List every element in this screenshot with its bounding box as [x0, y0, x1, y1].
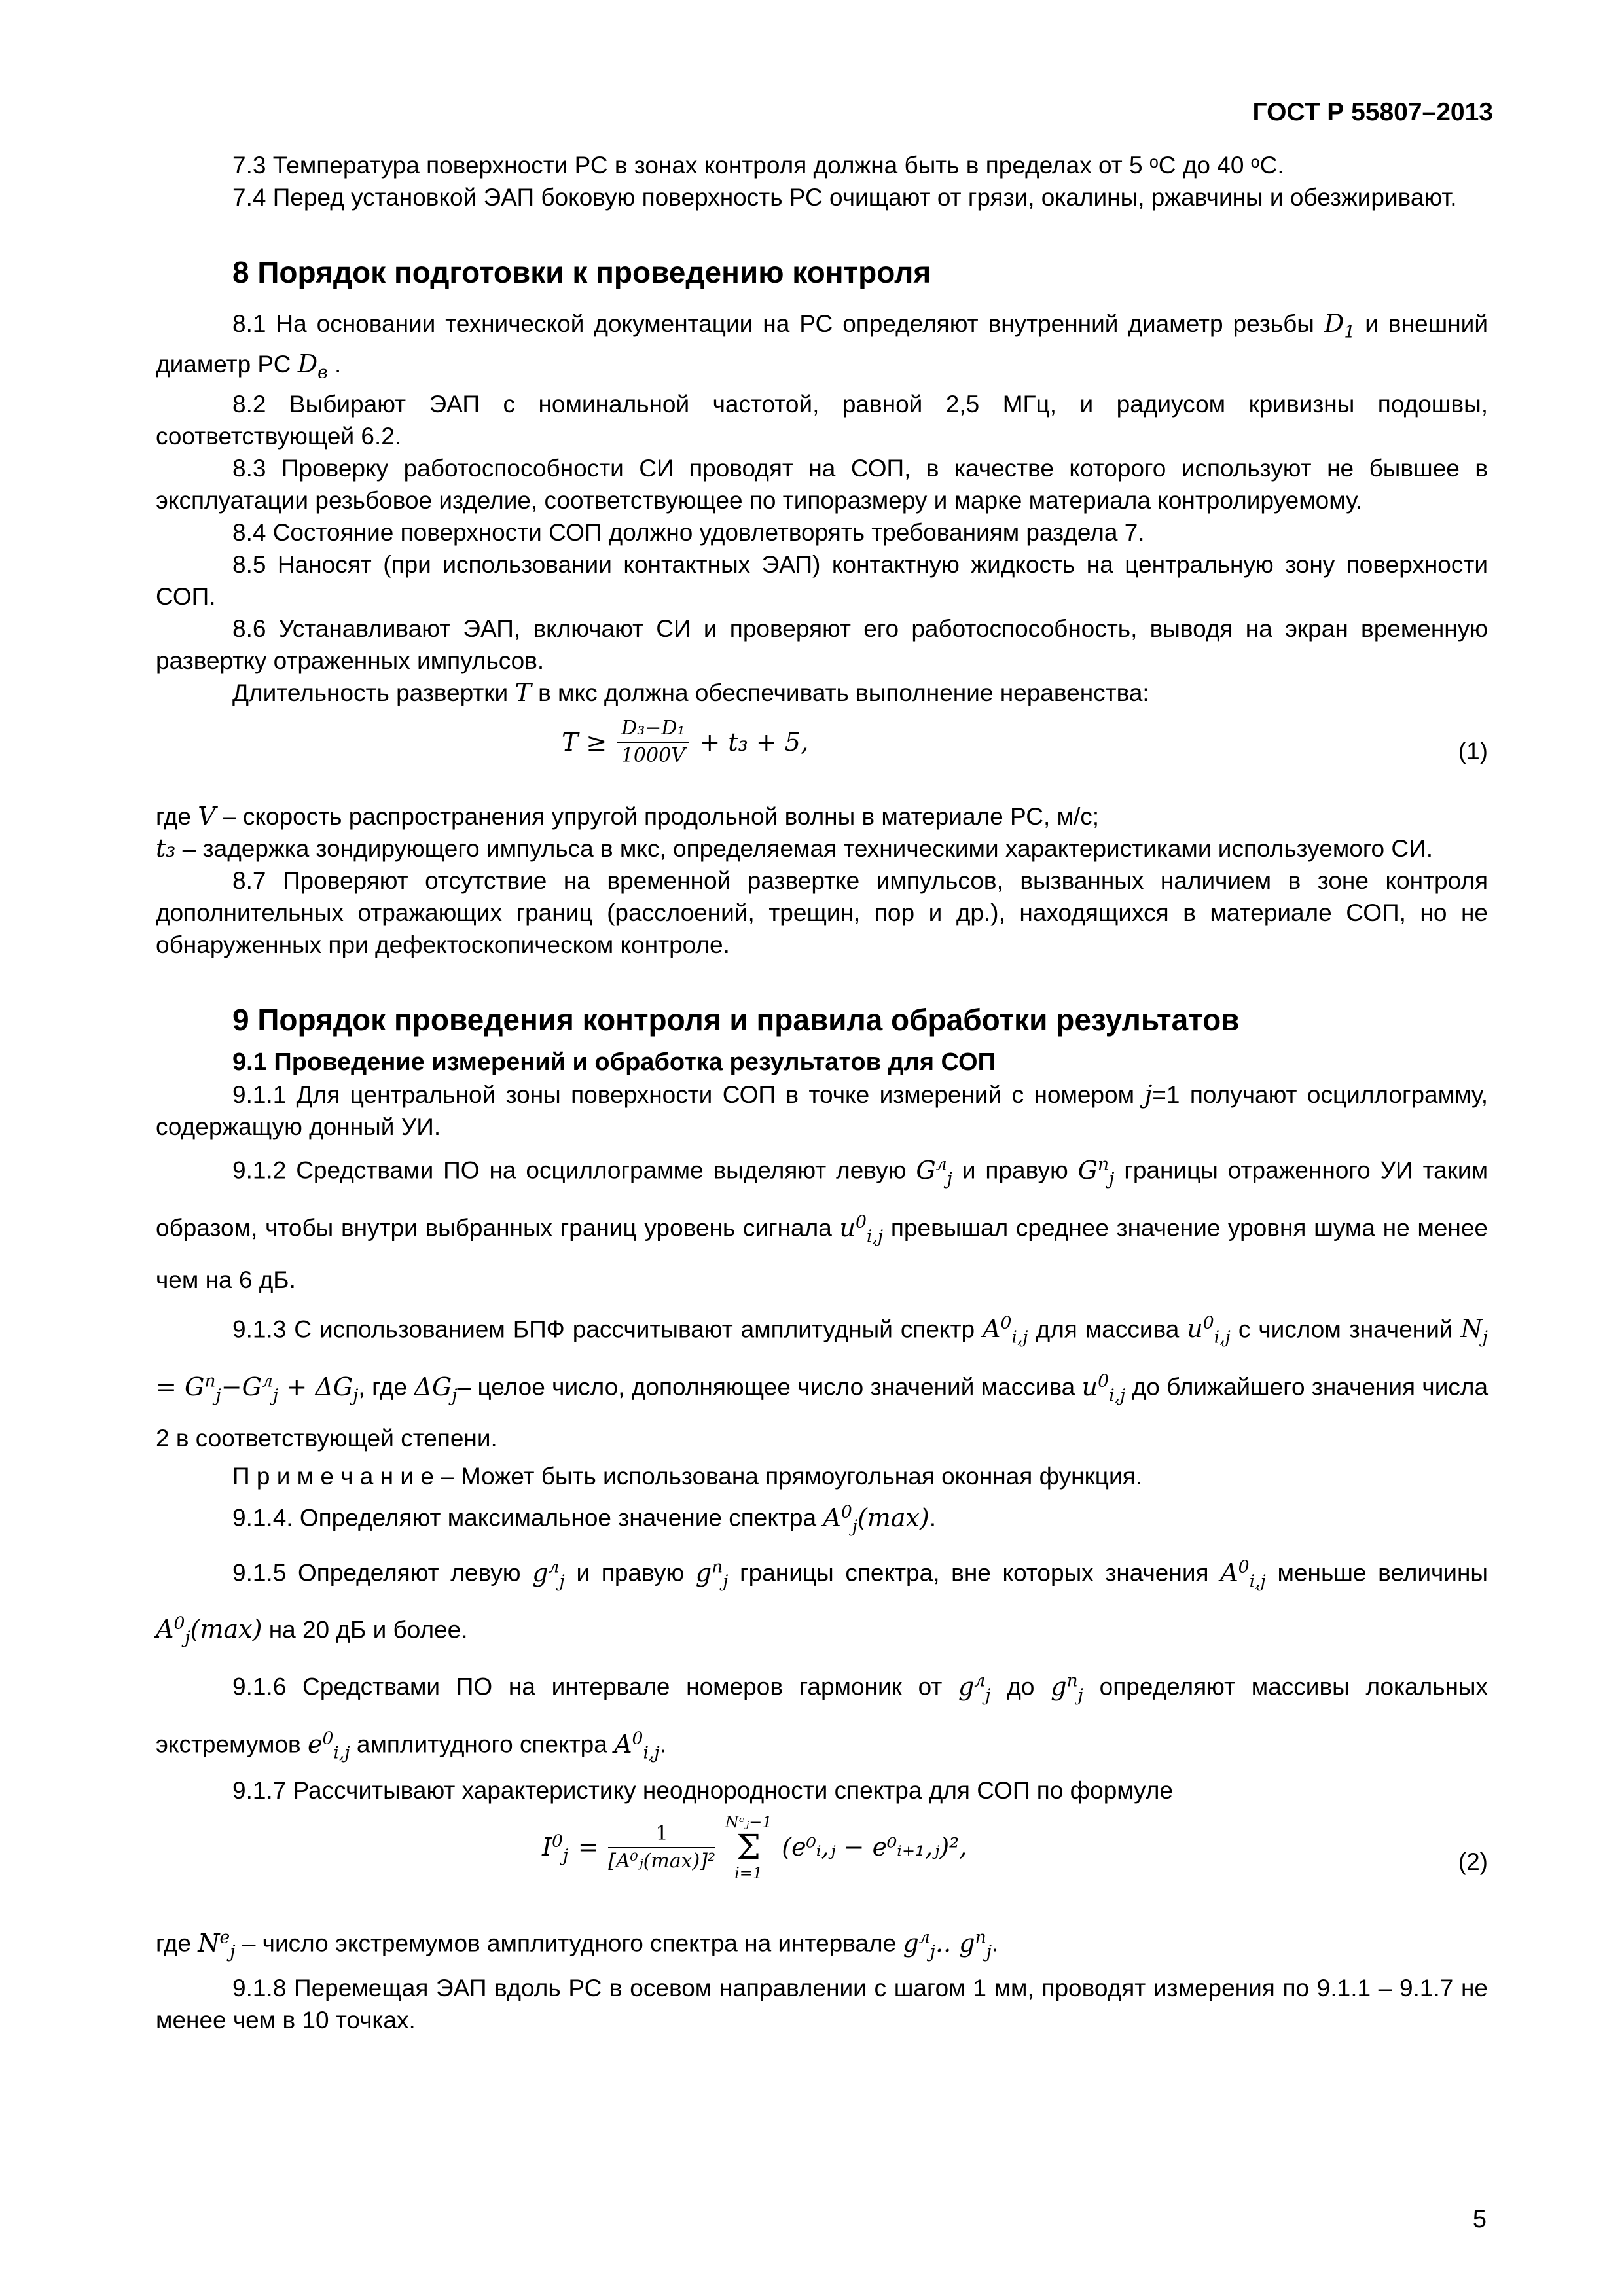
paragraph-8-5: 8.5 Наносят (при использовании контактных ЭАП) контактную жидкость на центральную зону поверхности СОП. — [156, 551, 1488, 611]
paragraph-9-1-6: 9.1.6 Средствами ПО на интервале номеров гармоник от $g^л_j$ до $g^п_j$ определяют массивы локальных экстремумов $e^0_{i,j}$ амплитудного спектра $A^0_{i,j}$. — [156, 1670, 1488, 1763]
section-8-title: 8 Порядок подготовки к проведению контроля — [232, 255, 931, 289]
formula-2-expression: $I^0_j$ = $\frac{1}{\text{[A⁰ⱼ(max)]²}}$ Nᵉⱼ−1 Σ i=1 (e⁰ᵢ,ⱼ − e⁰ᵢ₊₁,ⱼ)², — [542, 1813, 967, 1883]
paragraph-where-tz: t₃ – задержка зондирующего импульса в мкс, определяемая техническими характеристиками используемого СИ. — [156, 834, 1433, 863]
paragraph-9-1-4: 9.1.4. Определяют максимальное значение спектра $A^0_j(\max)$. — [232, 1501, 937, 1537]
paragraph-8-7: 8.7 Проверяют отсутствие на временной развертке импульсов, вызванных наличием в зоне контроля дополнительных отражающих границ (расслоений, трещин, пор и др.), находящихся в материале СОП, но не обнаруженных при дефектоскопическом контроле. — [156, 867, 1488, 959]
symbol-Dv: $D_в$ — [297, 349, 328, 383]
formula-2-sum: Nᵉⱼ−1 Σ i=1 — [725, 1813, 772, 1883]
paragraph-8-4: 8.4 Состояние поверхности СОП должно удовлетворять требованиям раздела 7. — [232, 519, 1145, 547]
paragraph-8-1: 8.1 На основании технической документации на РС определяют внутренний диаметр резьбы $D_1$ и внешний диаметр РС $D_в$ . — [156, 309, 1488, 383]
section-9-title: 9 Порядок проведения контроля и правила обработки результатов — [232, 1003, 1240, 1037]
formula-2 — [156, 1806, 1488, 1918]
paragraph-9-1-5: 9.1.5 Определяют левую $g^л_j$ и правую $g^п_j$ границы спектра, вне которых значения $A^0_{i,j}$ меньше величины $A^0_j(\max)$ на 20 дБ и более. — [156, 1556, 1488, 1648]
formula-1-fraction: $\frac{\text{D₃−D₁}}{1000V}$ — [617, 715, 689, 769]
paragraph-where-N: где $N^e_j$ – число экстремумов амплитудного спектра на интервале $g^л_j$.. $g^п_j$. — [156, 1927, 999, 1962]
standard-header: ГОСТ Р 55807–2013 — [1252, 98, 1493, 126]
formula-2-number: (2) — [1458, 1848, 1488, 1876]
paragraph-9-1-2: 9.1.2 Средствами ПО на осциллограмме выделяют левую $G^л_j$ и правую $G^п_j$ границы отраженного УИ таким образом, чтобы внутри выбранных границ уровень сигнала $u^0_{i,j}$ превышал среднее значение уровня шума не менее чем на 6 дБ. — [156, 1154, 1489, 1293]
formula-1 — [156, 709, 1488, 800]
note-label: П р и м е ч а н и е — [232, 1463, 434, 1490]
paragraph-8-2: 8.2 Выбирают ЭАП с номинальной частотой, равной 2,5 МГц, и радиусом кривизны подошвы, соответствующей 6.2. — [156, 391, 1488, 450]
paragraph-9-1-1: 9.1.1 Для центральной зоны поверхности СОП в точке измерений с номером j=1 получают осциллограмму, содержащую донный УИ. — [156, 1080, 1489, 1141]
paragraph-7-3: 7.3 Температура поверхности РС в зонах контроля должна быть в пределах от 5 ᵒС до 40 ᵒС. — [232, 152, 1284, 179]
paragraph-duration: Длительность развертки T в мкс должна обеспечивать выполнение неравенства: — [232, 678, 1149, 708]
paragraph-7-4: 7.4 Перед установкой ЭАП боковую поверхность РС очищают от грязи, окалины, ржавчины и обезжиривают. — [232, 184, 1457, 211]
paragraph-9-1-7: 9.1.7 Рассчитывают характеристику неоднородности спектра для СОП по формуле — [232, 1777, 1173, 1804]
paragraph-9-1-8: 9.1.8 Перемещая ЭАП вдоль РС в осевом направлении с шагом 1 мм, проводят измерения по 9.1.1 – 9.1.7 не менее чем в 10 точках. — [156, 1974, 1488, 2034]
note — [156, 1460, 1488, 1492]
formula-2-fraction: $\frac{1}{\text{[A⁰ⱼ(max)]²}}$ — [608, 1822, 715, 1873]
page-number: 5 — [1472, 2206, 1487, 2233]
page-content — [156, 149, 1488, 2036]
paragraph-where-v: где V – скорость распространения упругой продольной волны в материале РС, м/с; — [156, 802, 1100, 831]
subsection-9-1-title: 9.1 Проведение измерений и обработка результатов для СОП — [232, 1049, 996, 1077]
symbol-D1: $D_1$ — [1324, 309, 1356, 342]
paragraph-8-3: 8.3 Проверку работоспособности СИ проводят на СОП, в качестве которого используют не бывшее в эксплуатации резьбовое изделие, соответствующее по типоразмеру и марке материала контролируемому. — [156, 455, 1488, 514]
note-text: – Может быть использована прямоугольная оконная функция. — [441, 1463, 1142, 1490]
paragraph-9-1-3: 9.1.3 С использованием БПФ рассчитывают амплитудный спектр $A^0_{i,j}$ для массива $u^0_{i,j}$ с числом значений $N_j = G^п_j-G^л_j + \Delta G_j$, где $\Delta G_j-$ целое число, дополняющее число значений массива $u^0_{i,j}$ до ближайшего значения числа 2 в соответствующей степени. — [156, 1312, 1489, 1452]
formula-1-expression: T ≥ $\frac{\text{D₃−D₁}}{1000V}$ + t₃ + 5, — [562, 715, 808, 769]
paragraph-8-6: 8.6 Устанавливают ЭАП, включают СИ и проверяют его работоспособность, выводя на экран временную развертку отраженных импульсов. — [156, 615, 1488, 675]
formula-1-number: (1) — [1458, 738, 1488, 765]
